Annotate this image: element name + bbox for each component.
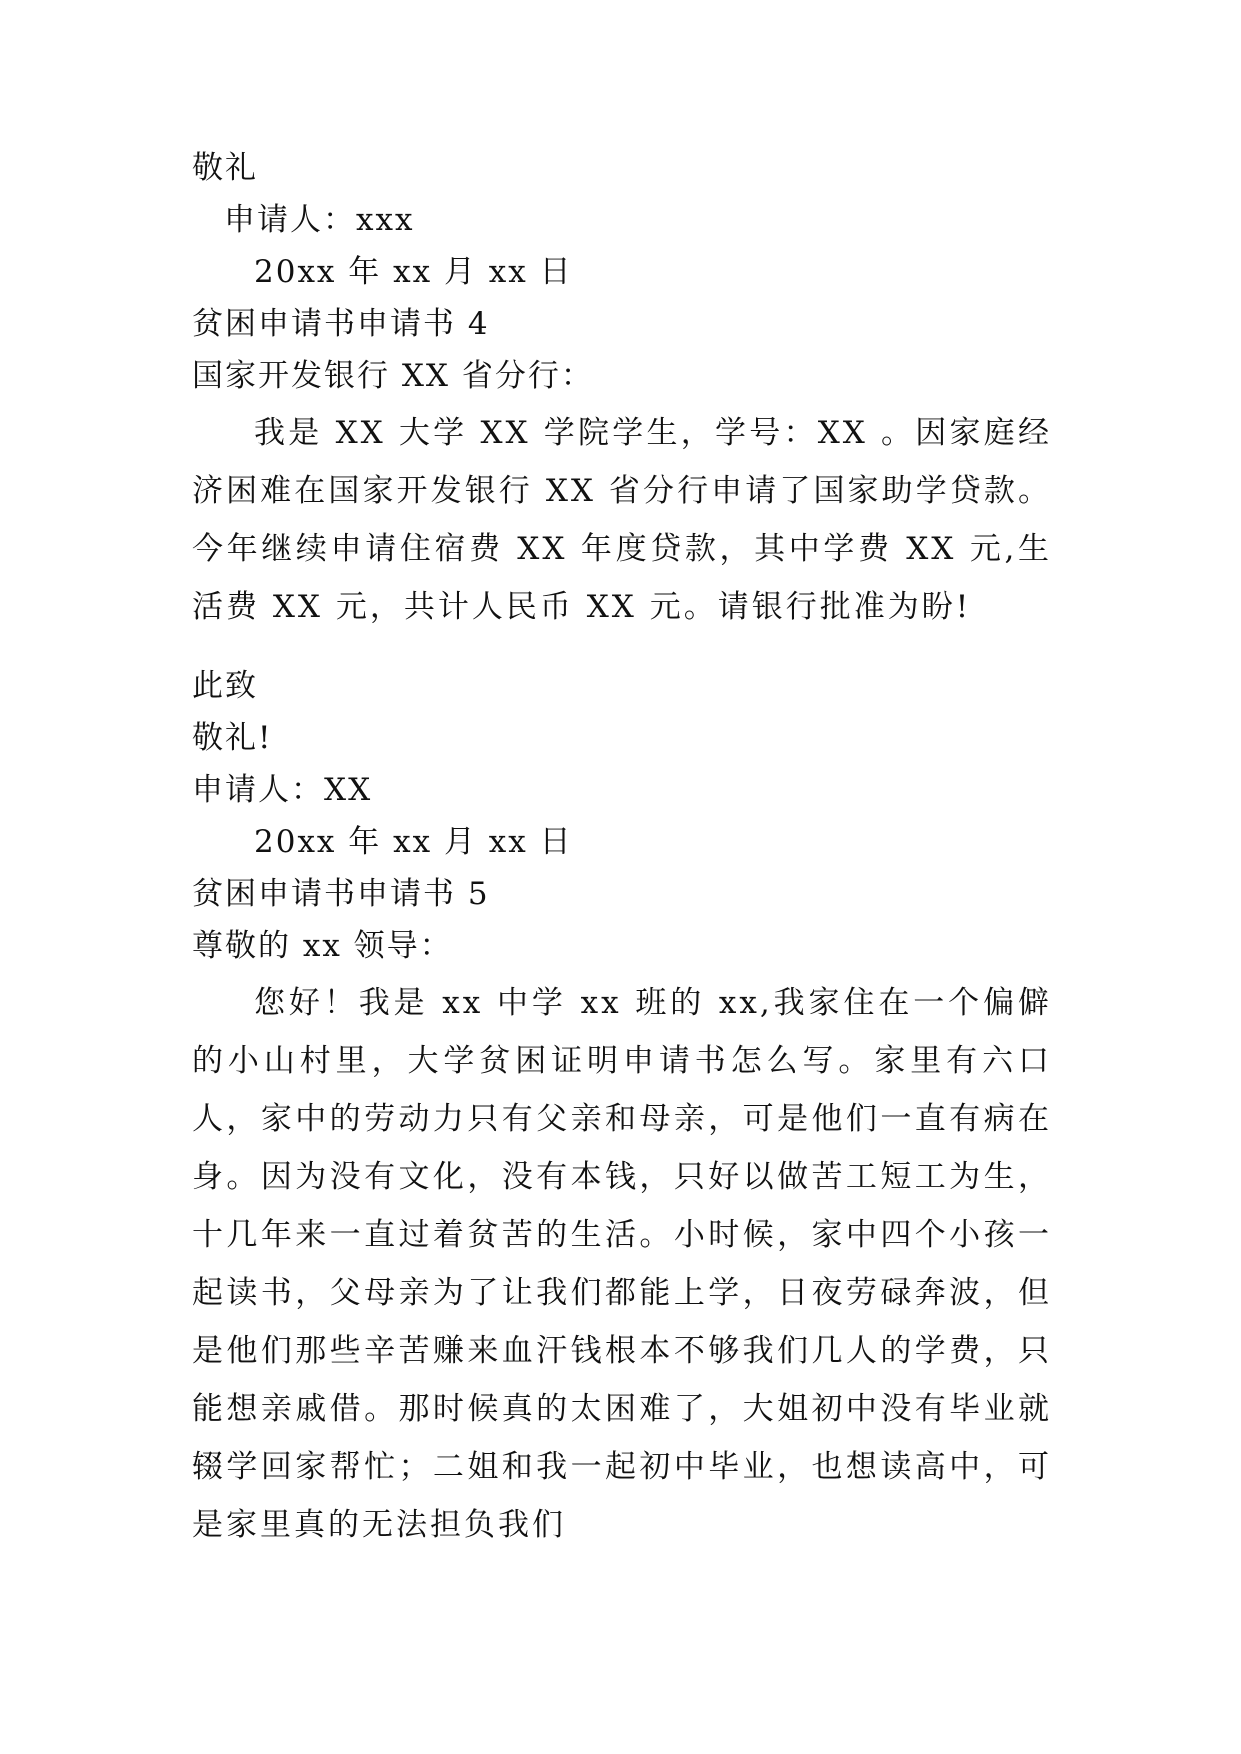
applicant-line-4: 申请人：XX bbox=[192, 772, 373, 808]
date-line: 20xx 年 xx 月 xx 日 bbox=[254, 254, 573, 290]
section-heading-4: 贫困申请书申请书 4 bbox=[192, 306, 490, 342]
salutation-line-4: 此致 bbox=[192, 668, 258, 704]
applicant-line: 申请人：xxx bbox=[224, 202, 415, 238]
closing-line-4: 敬礼! bbox=[192, 720, 273, 756]
section-heading-5: 贫困申请书申请书 5 bbox=[192, 876, 490, 912]
addressee-line-4: 国家开发银行 XX 省分行： bbox=[192, 358, 594, 394]
addressee-line-5: 尊敬的 xx 领导： bbox=[192, 928, 453, 964]
closing-line: 敬礼 bbox=[192, 150, 258, 186]
body-paragraph-5: 您好！我是 xx 中学 xx 班的 xx,我家住在一个偏僻的小山村里，大学贫困证明申请书怎么写。家里有六口人，家中的劳动力只有父亲和母亲，可是他们一直有病在身。因为没有文化，没有本钱，只好以做苦工短工为生，十几年来一直过着贫苦的生活。小时候，家中四个小孩一起读书，父母亲为了让我们都能上学，日夜劳碌奔波，但是他们那些辛苦赚来血汗钱根本不够我们几人的学费，只能想亲戚借。那时候真的太困难了，大姐初中没有毕业就辍学回家帮忙；二姐和我一起初中毕业，也想读高中，可是家里真的无法担负我们 bbox=[192, 985, 1052, 1543]
body-paragraph-4: 我是 XX 大学 XX 学院学生，学号：XX 。因家庭经济困难在国家开发银行 XX 省分行申请了国家助学贷款。今年继续申请住宿费 XX 年度贷款，其中学费 XX 元,生活费 XX 元，共计人民币 XX 元。请银行批准为盼! bbox=[192, 415, 1052, 625]
date-line-4: 20xx 年 xx 月 xx 日 bbox=[254, 824, 573, 860]
